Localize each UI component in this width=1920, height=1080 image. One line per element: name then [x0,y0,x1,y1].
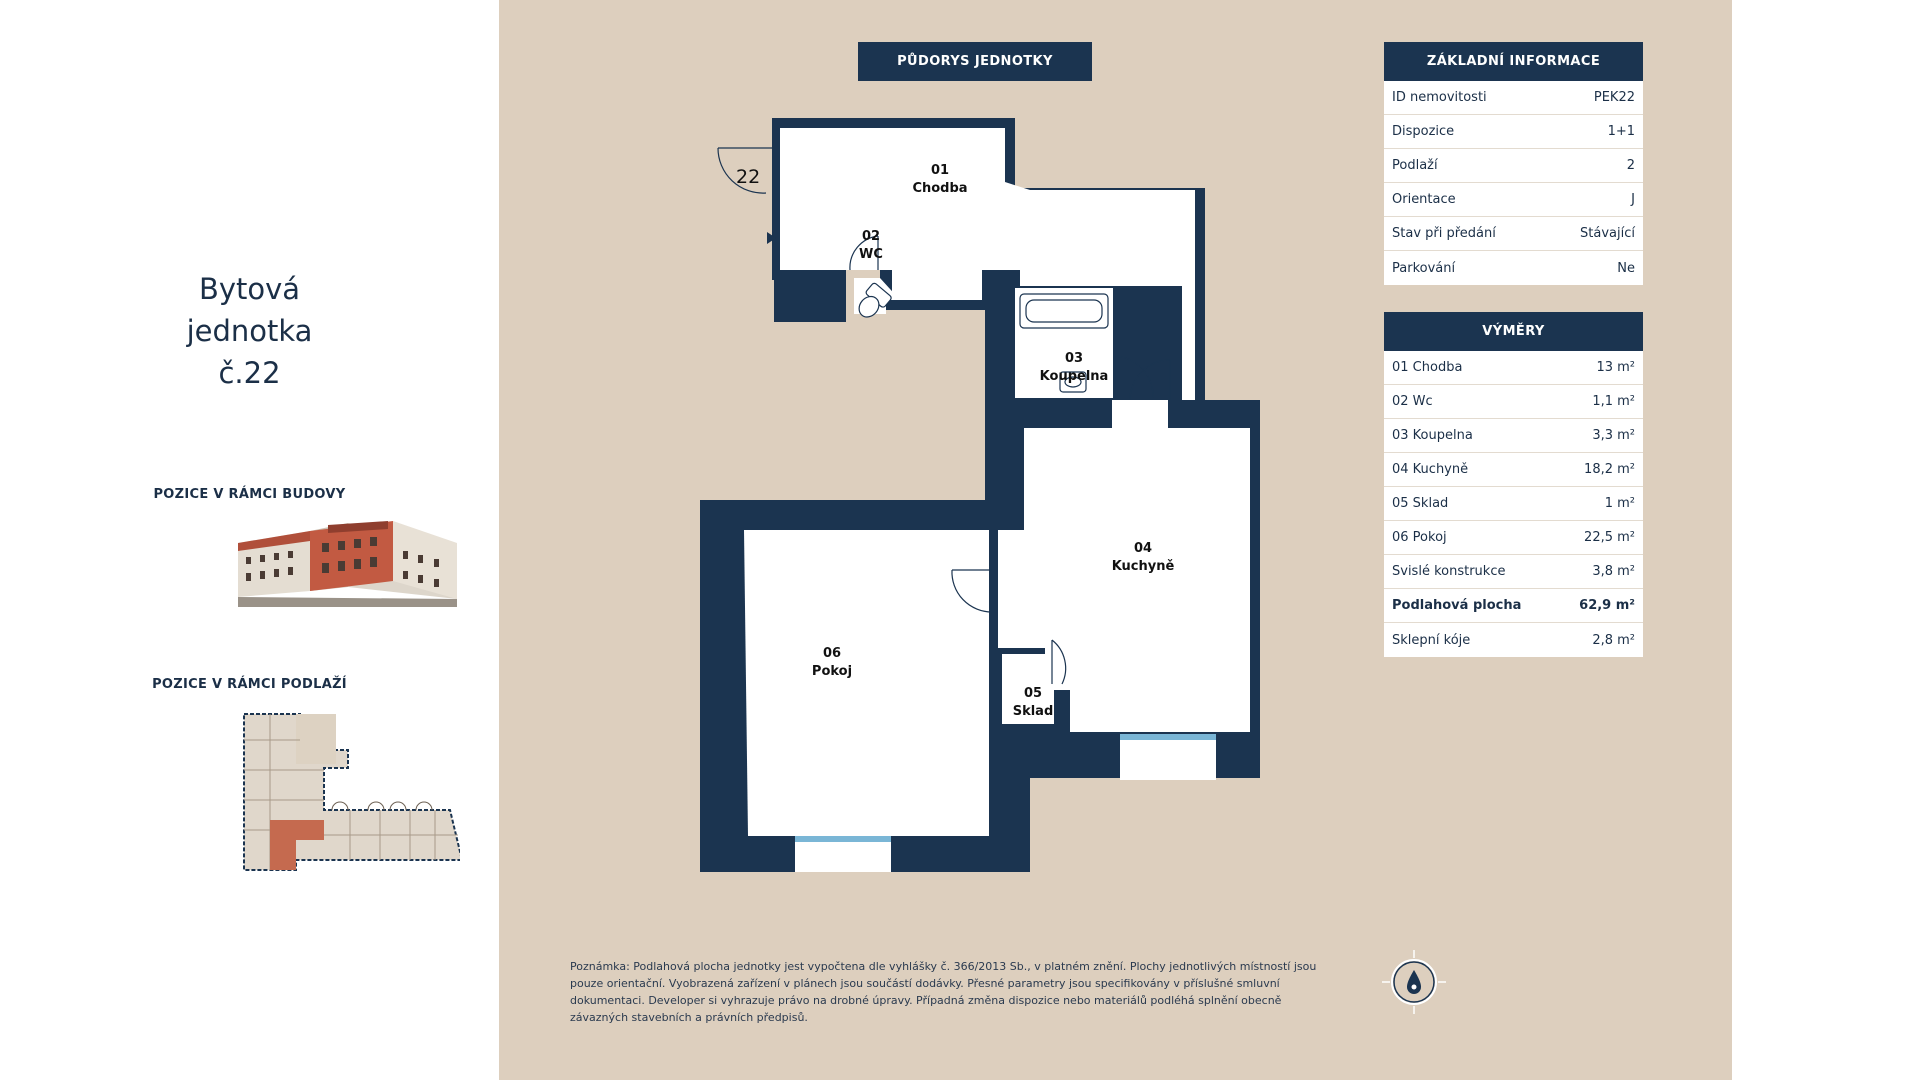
info-label: ID nemovitosti [1392,90,1487,105]
area-value: 13 m² [1596,360,1635,375]
area-label: 03 Koupelna [1392,428,1473,443]
area-label: 01 Chodba [1392,360,1463,375]
room-04-number: 04 [1133,541,1153,556]
areas-table [1384,312,1643,657]
room-06-number: 06 [822,646,842,661]
position-building-label: POZICE V RÁMCI BUDOVY [153,487,346,502]
info-value: PEK22 [1593,90,1635,105]
room-01-label [900,162,980,198]
room-02-number: 02 [861,229,881,244]
info-label: Stav při předání [1392,226,1496,241]
area-label: Sklepní kóje [1392,632,1471,648]
entrance-number: 22 [736,166,761,188]
position-floor-label: POZICE V RÁMCI PODLAŽÍ [152,677,347,692]
basic-info-table [1384,42,1643,285]
area-value: 1,1 m² [1592,394,1635,409]
info-value: Stávající [1580,226,1635,241]
unit-title-line2: jednotka [186,314,313,348]
area-value: 2,8 m² [1592,632,1635,648]
area-row [1384,385,1643,419]
info-label: Parkování [1392,260,1456,276]
basic-info-title: ZÁKLADNÍ INFORMACE [1384,42,1643,81]
room-03-number: 03 [1064,351,1084,366]
building-position-image [238,521,457,607]
area-label: Podlahová plocha [1392,598,1522,613]
area-value: 1 m² [1604,496,1635,511]
floor-position-image [240,710,460,876]
room-01-name: Chodba [912,181,968,196]
info-row [1384,149,1643,183]
floor-plan [700,110,1280,890]
room-03-name: Koupelna [1039,369,1109,384]
room-02-label [856,228,886,264]
disclaimer-note: Poznámka: Podlahová plocha jednotky jest vypočtena dle vyhlášky č. 366/2013 Sb., v platném znění. Plochy jednotlivých místností jsou pouze orientační. Vyobrazená zařízení v plánech jsou součástí dodávky. Přesné parametry jsou specifikovány v příslušné smluvní dokumentaci. Developer si vyhrazuje právo na drobné úpravy. Případná změna dispozice nebo materiálů podléhá splnění obecně závazných stavebních a právních předpisů. [570,960,1317,1024]
room-06-label [792,645,872,681]
area-row [1384,487,1643,521]
info-value: 2 [1626,158,1635,173]
info-row [1384,115,1643,149]
area-label: 06 Pokoj [1392,530,1447,545]
info-row [1384,81,1643,115]
areas-title: VÝMĚRY [1384,312,1643,351]
area-label: 04 Kuchyně [1392,462,1469,477]
info-label: Podlaží [1392,158,1438,173]
unit-title-line1: Bytová [198,272,301,306]
room-04-name: Kuchyně [1111,559,1175,574]
area-row [1384,419,1643,453]
area-row [1384,351,1643,385]
area-value: 22,5 m² [1584,530,1635,545]
area-value: 62,9 m² [1579,598,1635,613]
area-row-total [1384,589,1643,623]
info-row [1384,217,1643,251]
info-label: Orientace [1392,192,1456,207]
room-05-number: 05 [1023,686,1043,701]
room-05-label [1003,685,1063,721]
unit-title-line3: č.22 [218,356,281,390]
info-row [1384,183,1643,217]
room-05-name: Sklad [1012,704,1054,719]
area-label: Svislé konstrukce [1392,564,1506,579]
info-label: Dispozice [1392,124,1455,139]
room-04-label [1103,540,1183,576]
north-compass-icon [1382,950,1446,1014]
right-margin [1732,0,1920,1080]
info-value: 1+1 [1607,124,1635,139]
area-row [1384,453,1643,487]
area-value: 3,8 m² [1592,564,1635,579]
left-column [0,0,499,1080]
area-row [1384,521,1643,555]
room-02-name: WC [859,247,883,262]
info-value: Ne [1617,260,1635,276]
unit-title [0,268,499,394]
room-06-name: Pokoj [811,664,853,679]
room-03-label [1034,350,1114,386]
area-label: 05 Sklad [1392,496,1449,511]
area-label: 02 Wc [1392,394,1433,409]
area-value: 3,3 m² [1592,428,1635,443]
plan-header: PŮDORYS JEDNOTKY [858,42,1092,81]
area-row [1384,623,1643,657]
info-value: J [1631,192,1635,207]
room-01-number: 01 [930,163,950,178]
area-row [1384,555,1643,589]
area-value: 18,2 m² [1584,462,1635,477]
info-row [1384,251,1643,285]
